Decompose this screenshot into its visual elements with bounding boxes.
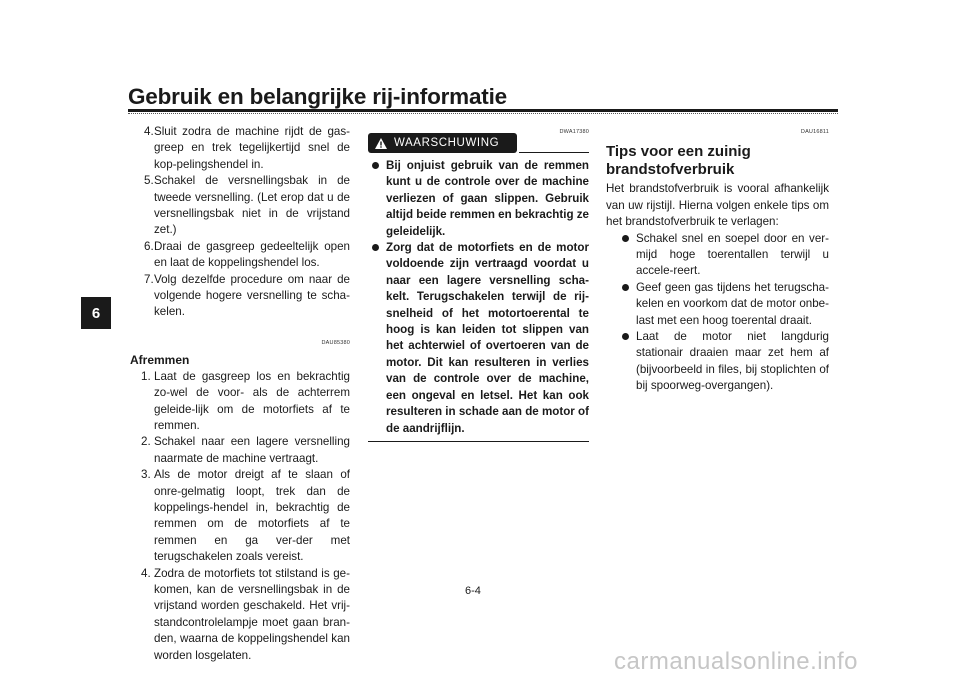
list-item [618, 280, 829, 329]
warning-triangle-icon [374, 137, 388, 150]
list-item [618, 231, 829, 280]
tip-text: Laat de motor niet langdurig stationair draaien maar zet hem af (bijvoorbeeld in files, bij stoplichten of bij spoorweg-overgangen). [636, 330, 829, 393]
list-item [130, 124, 350, 173]
bullet-icon [622, 284, 629, 291]
list-item [130, 173, 350, 239]
section-code: DAU16811 [800, 129, 829, 135]
list-item [130, 566, 350, 664]
warning-text: Zorg dat de motorfiets en de motor voldoende zijn vertraagd voordat u naar een lagere versnelling scha-kelt. Terugschakelen terwijl de rij-snelheid of het motortoerental te hoog is kan leiden tot slippen van het achterwiel of overtoeren van de motor. Dit kan resulteren in verlies van de controle over de machine, een ongeval en letsel. Het kan ook resulteren in schade aan de motor of de aandrijflijn. [386, 241, 589, 435]
step-number: 7. [144, 272, 154, 286]
chapter-tab: 6 [81, 297, 111, 329]
title-rule-dotted [128, 113, 838, 114]
step-text: Zodra de motorfiets tot stilstand is ge-komen, kan de versnellingsbak in de vrijstand worden geschakeld. Het vrij-standcontrolelampje moet gaan bran-den, waarna de koppelingshendel kan worden losgelaten. [154, 566, 350, 662]
warning-code: DWA17380 [559, 129, 589, 135]
section-code: DAU85380 [321, 339, 350, 346]
step-text: Laat de gasgreep los en bekrachtig zo-wel de voor- als de achterrem geleide-lijk om de motorfiets af te remmen. [154, 369, 350, 432]
step-number: 3. [141, 468, 151, 482]
list-item [130, 239, 350, 272]
step-text: Als de motor dreigt af te slaan of onre-gelmatig loopt, trek dan de koppelings-hendel in, bekrachtig de remmen om de motorfiets af te remmen en ga ver-der met terugschakelen zoals vereist. [154, 468, 350, 564]
step-text: Volg dezelfde procedure om naar de volgende hogere versnelling te scha-kelen. [154, 272, 350, 319]
column-left [130, 124, 350, 664]
section-heading-braking: Afremmen [130, 353, 190, 368]
column-middle [368, 124, 589, 442]
section-heading-tips: Tips voor een zuinig brandstofverbruik [606, 143, 751, 179]
tips-list [618, 231, 829, 395]
step-text: Draai de gasgreep gedeeltelijk open en laat de koppelingshendel los. [154, 239, 350, 270]
step-number: 4. [141, 566, 151, 580]
list-item [130, 467, 350, 565]
title-rule-thick [128, 109, 838, 112]
bullet-icon [622, 333, 629, 340]
step-text: Schakel naar een lagere versnelling naarmate de machine vertraagt. [154, 435, 350, 465]
warning-label: WAARSCHUWING [394, 136, 500, 149]
step-text: Schakel de versnellingsbak in de tweede versnelling. (Let erop dat u de versnellingsbak niet in de vrijstand zet.) [154, 174, 350, 237]
tip-text: Geef geen gas tijdens het terugscha-kelen en voorkom dat de motor onbe-last met een hoog toerental draait. [636, 280, 829, 327]
tips-intro: Het brandstofverbruik is vooral afhankelijk van uw rijstijl. Hierna volgen enkele tips om het brandstofverbruik te verlagen: [606, 182, 829, 229]
column-right [606, 124, 829, 395]
warning-rule [519, 152, 589, 153]
tip-text: Schakel snel en soepel door en ver-mijd hoge toerentallen terwijl u accele-reert. [636, 231, 829, 278]
riding-steps-list [130, 124, 350, 321]
title-rule [128, 109, 838, 114]
watermark: carmanualsonline.info [614, 648, 858, 675]
list-item [130, 434, 350, 467]
step-number: 4. [144, 125, 154, 138]
warning-header [368, 124, 589, 148]
list-item [368, 240, 589, 437]
step-text: Sluit zodra de machine rijdt de gas-greep en trek tegelijkertijd snel de kop-pelingshendel in. [154, 125, 350, 171]
bullet-icon [372, 244, 379, 251]
page-title: Gebruik en belangrijke rij-informatie [128, 84, 507, 109]
bullet-icon [622, 235, 629, 242]
warning-badge [368, 133, 517, 153]
warning-list [368, 158, 589, 437]
step-number: 5. [144, 174, 154, 188]
list-item [130, 272, 350, 321]
page-number: 6-4 [465, 585, 481, 597]
step-number: 2. [141, 435, 151, 449]
list-item [368, 158, 589, 240]
step-number: 1. [141, 369, 151, 383]
list-item [618, 329, 829, 395]
braking-steps-list [130, 369, 350, 664]
warning-end-rule [368, 441, 589, 442]
warning-text: Bij onjuist gebruik van de remmen kunt u de controle over de machine verliezen of gaan slippen. Gebruik altijd beide remmen en bekrachtig ze geleidelijk. [386, 159, 589, 238]
list-item [130, 369, 350, 435]
bullet-icon [372, 162, 379, 169]
step-number: 6. [144, 239, 154, 253]
